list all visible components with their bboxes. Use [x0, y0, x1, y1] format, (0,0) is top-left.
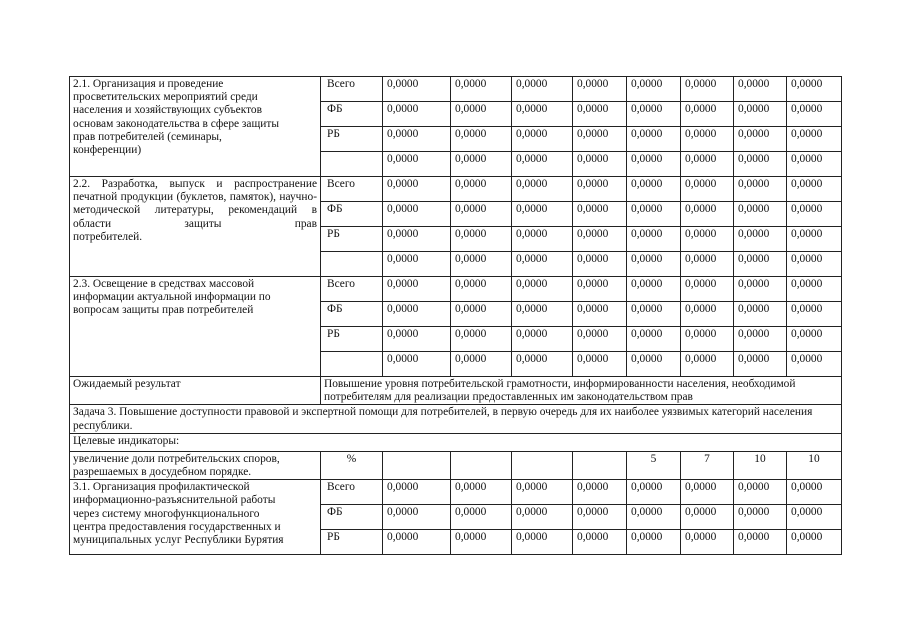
- value-cell: 0,0000: [451, 202, 512, 227]
- expected-result-text: Повышение уровня потребительской грамотности, информированности населения, необходимой потребителям для реализации предоставленных им законодательством прав: [321, 377, 842, 405]
- source-cell: Всего: [321, 480, 383, 505]
- value-cell: 0,0000: [383, 152, 451, 177]
- value-cell: 0,0000: [512, 127, 573, 152]
- value-cell: 0,0000: [787, 177, 842, 202]
- value-cell: 0,0000: [383, 77, 451, 102]
- value-cell: 0,0000: [451, 152, 512, 177]
- value-cell: 0,0000: [734, 327, 787, 352]
- value-cell: 0,0000: [787, 302, 842, 327]
- value-cell: 0,0000: [451, 302, 512, 327]
- value-cell: 0,0000: [787, 530, 842, 555]
- value-cell: 0,0000: [451, 505, 512, 530]
- activity-cell: 3.1. Организация профилактической информационно-разъяснительной работы через систему многофункционального центра предоставления государственных и муниципальных услуг Республики Бурятия: [70, 480, 321, 555]
- value-cell: 0,0000: [383, 530, 451, 555]
- value-cell: 0,0000: [681, 127, 734, 152]
- value-cell: 0,0000: [627, 152, 681, 177]
- value-cell: 0,0000: [512, 505, 573, 530]
- value-cell: 0,0000: [573, 327, 627, 352]
- value-cell: 0,0000: [383, 127, 451, 152]
- value-cell: 0,0000: [734, 505, 787, 530]
- value-cell: 0,0000: [451, 530, 512, 555]
- value-cell: 0,0000: [787, 252, 842, 277]
- value-cell: 0,0000: [734, 227, 787, 252]
- value-cell: 0,0000: [681, 102, 734, 127]
- table-row: [70, 277, 842, 302]
- table-row: [70, 480, 842, 505]
- task-row: [70, 405, 842, 433]
- source-cell: РБ: [321, 127, 383, 152]
- value-cell: 0,0000: [573, 127, 627, 152]
- value-cell: 0,0000: [512, 277, 573, 302]
- source-cell: РБ: [321, 327, 383, 352]
- value-cell: 0,0000: [681, 302, 734, 327]
- value-cell: 0,0000: [451, 77, 512, 102]
- value-cell: 0,0000: [512, 152, 573, 177]
- value-cell: 0,0000: [451, 277, 512, 302]
- value-cell: 0,0000: [734, 480, 787, 505]
- indicator-value: [512, 451, 573, 479]
- value-cell: 0,0000: [787, 277, 842, 302]
- value-cell: 0,0000: [512, 202, 573, 227]
- source-cell: ФБ: [321, 302, 383, 327]
- value-cell: 0,0000: [627, 252, 681, 277]
- value-cell: 0,0000: [734, 302, 787, 327]
- value-cell: 0,0000: [512, 252, 573, 277]
- value-cell: 0,0000: [451, 177, 512, 202]
- value-cell: 0,0000: [573, 152, 627, 177]
- activity-cell: 2.3. Освещение в средствах массовой информации актуальной информации по вопросам защиты прав потребителей: [70, 277, 321, 377]
- value-cell: 0,0000: [512, 327, 573, 352]
- indicator-value: 5: [627, 451, 681, 479]
- source-cell: ФБ: [321, 202, 383, 227]
- value-cell: 0,0000: [451, 102, 512, 127]
- value-cell: 0,0000: [734, 102, 787, 127]
- value-cell: 0,0000: [451, 227, 512, 252]
- activity-cell: 2.1. Организация и проведение просветительских мероприятий среди населения и хозяйствующих субъектов основам законодательства в сфере защиты прав потребителей (семинары, конференции): [70, 77, 321, 177]
- value-cell: 0,0000: [787, 327, 842, 352]
- value-cell: 0,0000: [573, 302, 627, 327]
- value-cell: 0,0000: [512, 177, 573, 202]
- value-cell: 0,0000: [627, 177, 681, 202]
- value-cell: 0,0000: [451, 352, 512, 377]
- value-cell: 0,0000: [512, 530, 573, 555]
- value-cell: 0,0000: [787, 227, 842, 252]
- value-cell: 0,0000: [681, 227, 734, 252]
- value-cell: 0,0000: [787, 480, 842, 505]
- value-cell: 0,0000: [681, 505, 734, 530]
- activity-text-last-line: потребителей.: [73, 230, 143, 243]
- value-cell: 0,0000: [627, 127, 681, 152]
- value-cell: 0,0000: [681, 277, 734, 302]
- value-cell: 0,0000: [734, 252, 787, 277]
- value-cell: 0,0000: [573, 177, 627, 202]
- value-cell: 0,0000: [734, 530, 787, 555]
- value-cell: 0,0000: [627, 505, 681, 530]
- value-cell: 0,0000: [681, 152, 734, 177]
- value-cell: 0,0000: [573, 77, 627, 102]
- value-cell: 0,0000: [787, 352, 842, 377]
- value-cell: 0,0000: [627, 202, 681, 227]
- value-cell: 0,0000: [383, 327, 451, 352]
- value-cell: 0,0000: [573, 480, 627, 505]
- value-cell: 0,0000: [383, 177, 451, 202]
- source-cell: ФБ: [321, 102, 383, 127]
- indicator-value: 7: [681, 451, 734, 479]
- table-row: [70, 177, 842, 202]
- source-cell: [321, 352, 383, 377]
- value-cell: 0,0000: [573, 505, 627, 530]
- source-cell: Всего: [321, 177, 383, 202]
- indicator-value: 10: [787, 451, 842, 479]
- source-cell: РБ: [321, 530, 383, 555]
- indicator-value: 10: [734, 451, 787, 479]
- value-cell: 0,0000: [383, 227, 451, 252]
- value-cell: 0,0000: [512, 227, 573, 252]
- value-cell: 0,0000: [787, 127, 842, 152]
- value-cell: 0,0000: [383, 480, 451, 505]
- value-cell: 0,0000: [681, 77, 734, 102]
- value-cell: 0,0000: [787, 202, 842, 227]
- indicators-row: [70, 433, 842, 451]
- value-cell: 0,0000: [734, 202, 787, 227]
- value-cell: 0,0000: [734, 277, 787, 302]
- value-cell: 0,0000: [681, 327, 734, 352]
- value-cell: 0,0000: [573, 227, 627, 252]
- source-cell: Всего: [321, 77, 383, 102]
- value-cell: 0,0000: [383, 252, 451, 277]
- value-cell: 0,0000: [383, 102, 451, 127]
- value-cell: 0,0000: [627, 102, 681, 127]
- value-cell: 0,0000: [681, 202, 734, 227]
- table-row: [70, 77, 842, 102]
- indicators-label: Целевые индикаторы:: [70, 433, 842, 451]
- value-cell: 0,0000: [627, 352, 681, 377]
- value-cell: 0,0000: [627, 302, 681, 327]
- source-cell: ФБ: [321, 505, 383, 530]
- value-cell: 0,0000: [787, 152, 842, 177]
- value-cell: 0,0000: [681, 252, 734, 277]
- value-cell: 0,0000: [573, 530, 627, 555]
- value-cell: 0,0000: [734, 352, 787, 377]
- value-cell: 0,0000: [734, 127, 787, 152]
- value-cell: 0,0000: [512, 480, 573, 505]
- value-cell: 0,0000: [383, 302, 451, 327]
- value-cell: 0,0000: [681, 530, 734, 555]
- value-cell: 0,0000: [383, 352, 451, 377]
- source-cell: РБ: [321, 227, 383, 252]
- value-cell: 0,0000: [383, 277, 451, 302]
- value-cell: 0,0000: [512, 352, 573, 377]
- value-cell: 0,0000: [681, 352, 734, 377]
- value-cell: 0,0000: [627, 530, 681, 555]
- value-cell: 0,0000: [573, 202, 627, 227]
- expected-result-label: Ожидаемый результат: [70, 377, 321, 405]
- value-cell: 0,0000: [787, 102, 842, 127]
- value-cell: 0,0000: [451, 480, 512, 505]
- activity-text: 2.2. Разработка, выпуск и распространение печатной продукции (буклетов, памяток), научно-методической литературы, рекомендаций в области защиты прав: [73, 178, 317, 230]
- value-cell: 0,0000: [734, 77, 787, 102]
- value-cell: 0,0000: [451, 127, 512, 152]
- value-cell: 0,0000: [573, 102, 627, 127]
- indicator-row: [70, 451, 842, 479]
- source-cell: [321, 152, 383, 177]
- activity-cell: [70, 177, 321, 277]
- value-cell: 0,0000: [512, 302, 573, 327]
- value-cell: 0,0000: [383, 505, 451, 530]
- value-cell: 0,0000: [383, 202, 451, 227]
- source-cell: [321, 252, 383, 277]
- indicator-value: [573, 451, 627, 479]
- indicator-text: увеличение доли потребительских споров, разрешаемых в досудебном порядке.: [70, 451, 321, 479]
- value-cell: 0,0000: [627, 327, 681, 352]
- value-cell: 0,0000: [681, 480, 734, 505]
- value-cell: 0,0000: [734, 177, 787, 202]
- expected-result-row: [70, 377, 842, 405]
- value-cell: 0,0000: [573, 277, 627, 302]
- value-cell: 0,0000: [787, 505, 842, 530]
- value-cell: 0,0000: [627, 77, 681, 102]
- value-cell: 0,0000: [573, 252, 627, 277]
- indicator-unit: %: [321, 451, 383, 479]
- value-cell: 0,0000: [627, 227, 681, 252]
- indicator-value: [383, 451, 451, 479]
- value-cell: 0,0000: [627, 277, 681, 302]
- value-cell: 0,0000: [787, 77, 842, 102]
- value-cell: 0,0000: [681, 177, 734, 202]
- indicator-value: [451, 451, 512, 479]
- value-cell: 0,0000: [734, 152, 787, 177]
- program-table: [69, 76, 842, 555]
- value-cell: 0,0000: [573, 352, 627, 377]
- task3-text: Задача 3. Повышение доступности правовой и экспертной помощи для потребителей, в первую очередь для их наиболее уязвимых категорий населения республики.: [70, 405, 842, 433]
- value-cell: 0,0000: [451, 327, 512, 352]
- value-cell: 0,0000: [512, 102, 573, 127]
- value-cell: 0,0000: [512, 77, 573, 102]
- value-cell: 0,0000: [451, 252, 512, 277]
- source-cell: Всего: [321, 277, 383, 302]
- value-cell: 0,0000: [627, 480, 681, 505]
